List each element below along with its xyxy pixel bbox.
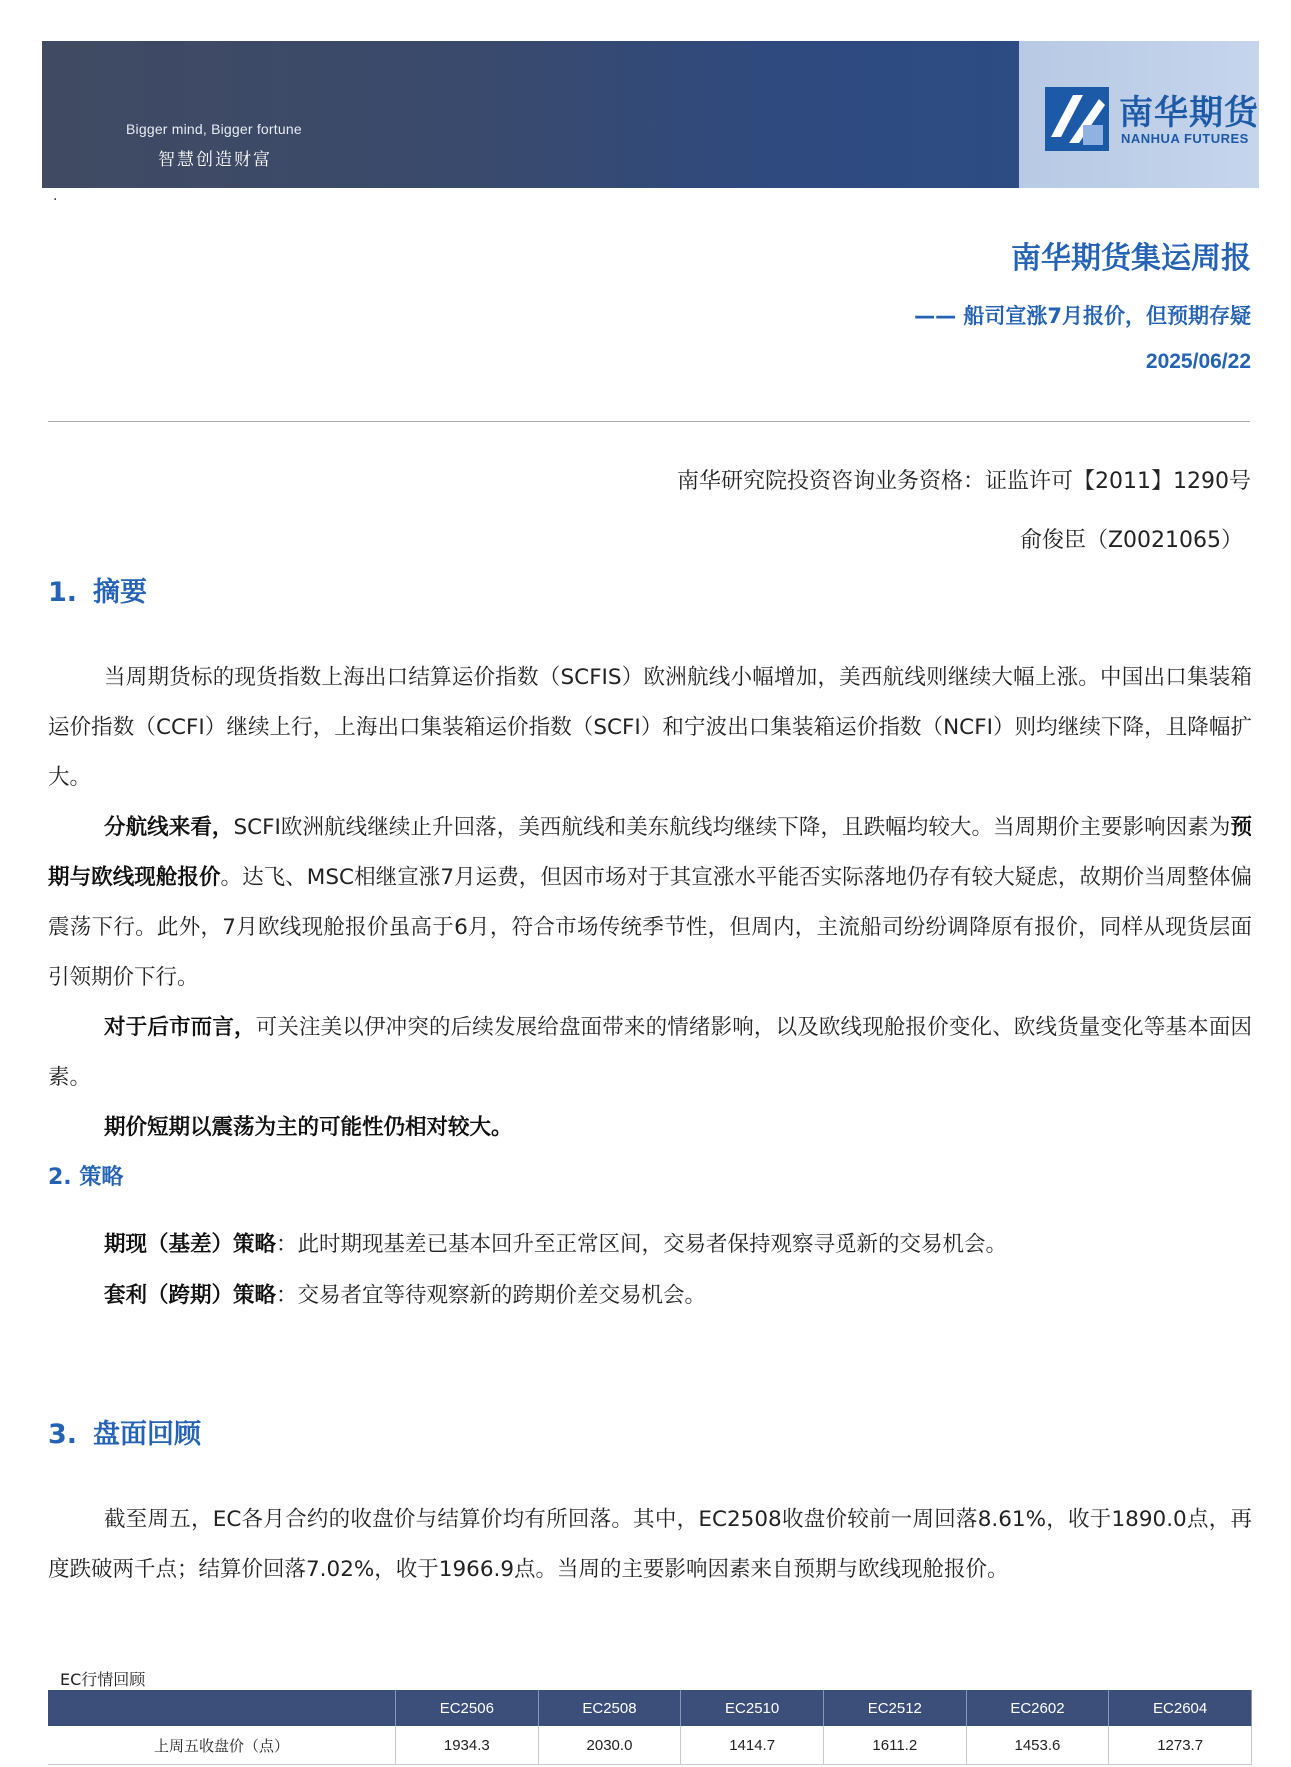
section-title: 摘要 [93, 577, 147, 608]
stray-dot: · [53, 192, 58, 208]
qualification-line: 南华研究院投资咨询业务资格：证监许可【2011】1290号 [677, 469, 1251, 494]
header-banner [42, 41, 1259, 188]
bold-lead: 分航线来看， [104, 815, 234, 840]
strategy-text: ：此时期现基差已基本回升至正常区间，交易者保持观察寻觅新的交易机会。 [276, 1232, 1008, 1257]
table-cell: 2030.0 [538, 1726, 681, 1765]
paragraph-text: 可关注美以伊冲突的后续发展给盘面带来的情绪影响，以及欧线现舱报价变化、欧线货量变化等基本面因素。 [48, 1015, 1252, 1090]
slogan-english: Bigger mind, Bigger fortune [126, 121, 302, 137]
logo-text-english: NANHUA FUTURES [1121, 131, 1249, 146]
section-heading-strategy: 2. 策略 [48, 1165, 124, 1190]
table-row-label: 上周五收盘价（点） [48, 1726, 396, 1765]
section-title: 盘面回顾 [93, 1419, 201, 1450]
nanhua-logo-icon [1043, 85, 1111, 153]
table-cell: 1414.7 [681, 1726, 824, 1765]
table-cell: 1934.3 [396, 1726, 539, 1765]
report-date: 2025/06/22 [1145, 350, 1251, 373]
table-header-cell: EC2604 [1109, 1690, 1252, 1726]
market-review-paragraph: 截至周五，EC各月合约的收盘价与结算价均有所回落。其中，EC2508收盘价较前一周回落8.61%，收于1890.0点，再度跌破两千点；结算价回落7.02%，收于1966.9点。当周的主要影响因素来自预期与欧线现舱报价。 [48, 1507, 1252, 1582]
section-number: 3. [48, 1419, 78, 1450]
paragraph-text: 。达飞、MSC相继宣涨7月运费，但因市场对于其宣涨水平能否实际落地仍存有较大疑虑，故期价当周整体偏震荡下行。此外，7月欧线现舱报价虽高于6月，符合市场传统季节性，但周内，主流船司纷纷调降原有报价，同样从现货层面引领期价下行。 [48, 865, 1252, 990]
table-header-cell: EC2506 [396, 1690, 539, 1726]
table-header-cell: EC2508 [538, 1690, 681, 1726]
section-heading-market-review [48, 1412, 201, 1451]
table-caption: EC行情回顾 [60, 1670, 146, 1689]
slogan-chinese: 智慧创造财富 [158, 150, 272, 170]
table-header-cell: EC2602 [966, 1690, 1109, 1726]
summary-paragraph-3 [48, 1003, 1252, 1103]
table-header-cell: EC2510 [681, 1690, 824, 1726]
summary-conclusion [48, 1103, 1252, 1153]
section-heading-summary [48, 570, 147, 609]
strategy-label: 期现（基差）策略 [104, 1232, 277, 1257]
bold-conclusion: 期价短期以震荡为主的可能性仍相对较大。 [104, 1115, 513, 1140]
table-cell: 1453.6 [966, 1726, 1109, 1765]
strategy-text: ：交易者宜等待观察新的跨期价差交易机会。 [276, 1283, 707, 1308]
summary-paragraph-2 [48, 803, 1252, 1003]
strategy-basis [104, 1227, 1007, 1258]
table-header-cell [48, 1690, 396, 1726]
strategy-arbitrage [104, 1278, 706, 1309]
section-number: 1. [48, 577, 78, 608]
logo-text-chinese: 南华期货 [1119, 93, 1259, 133]
header-divider [48, 421, 1250, 422]
table-header-cell: EC2512 [823, 1690, 966, 1726]
logo-panel [1019, 41, 1259, 188]
table-header-row [48, 1690, 1252, 1726]
author-line: 俞俊臣（Z0021065） [1019, 528, 1243, 553]
report-subtitle: —— 船司宣涨7月报价，但预期存疑 [914, 304, 1251, 328]
paragraph-text: SCFI欧洲航线继续止升回落，美西航线和美东航线均继续下降，且跌幅均较大。当周期价主要影响因素为 [233, 815, 1231, 840]
table-row [48, 1726, 1252, 1765]
ec-market-table [48, 1690, 1252, 1765]
bold-emphasis: 预期与欧线现舱报价 [48, 815, 1252, 890]
table-cell: 1273.7 [1109, 1726, 1252, 1765]
report-title: 南华期货集运周报 [1011, 241, 1251, 276]
strategy-label: 套利（跨期）策略 [104, 1283, 277, 1308]
table-cell: 1611.2 [823, 1726, 966, 1765]
bold-lead: 对于后市而言， [104, 1015, 256, 1040]
summary-paragraph-1: 当周期货标的现货指数上海出口结算运价指数（SCFIS）欧洲航线小幅增加，美西航线则继续大幅上涨。中国出口集装箱运价指数（CCFI）继续上行，上海出口集装箱运价指数（SCFI）和宁波出口集装箱运价指数（NCFI）则均继续下降，且降幅扩大。 [48, 665, 1252, 790]
